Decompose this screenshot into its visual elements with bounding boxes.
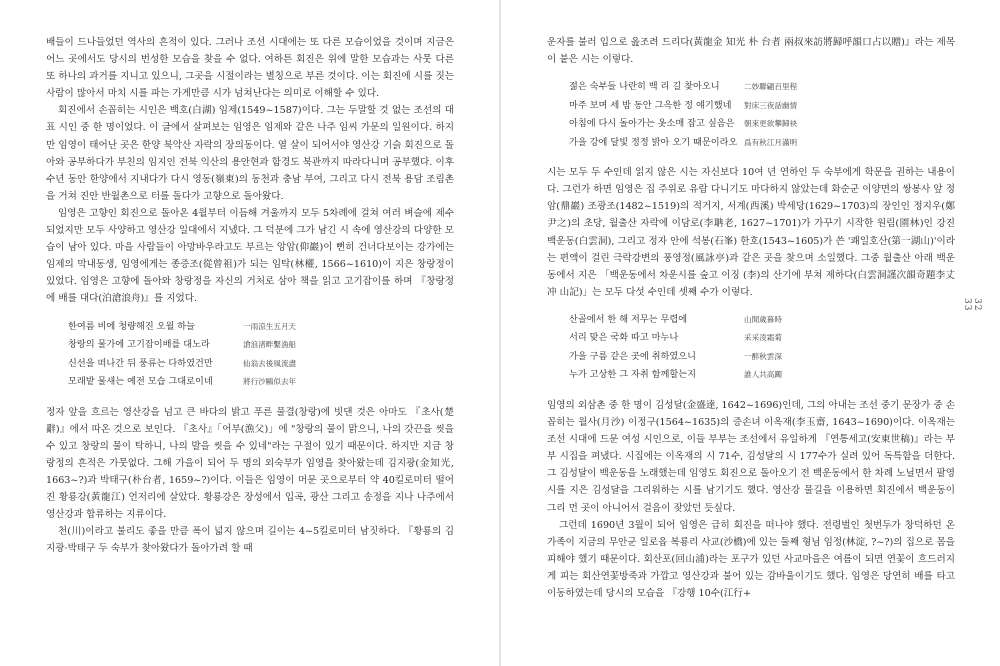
poem-line bbox=[569, 78, 955, 97]
poem-korean: 서리 맞은 국화 따고 마누나 bbox=[569, 332, 679, 344]
poem-line bbox=[569, 97, 955, 116]
poem-line bbox=[569, 366, 955, 385]
poem-line bbox=[569, 311, 955, 330]
poem-line bbox=[569, 329, 955, 348]
left-text-column bbox=[46, 34, 454, 557]
poem-block bbox=[569, 311, 955, 385]
paragraph: 시는 모두 두 수인데 읽지 않은 시는 자신보다 10여 년 연하인 두 숙부에게 학문을 권하는 내용이다. 그런가 하면 임영은 집 주위로 유람 다니기도 마다하지 않았는데 화순군 이양면의 쌍봉사 앞 정암(鼎巖) 조광조(1482~1519)의 적거지, 서계(西溪) 박세당(1629~1703)의 장인인 정지우(鄭尹之)의 초당, 월출산 자락에 이담로(李聃老, 1627~1701)가 가꾸기 시작한 원림(園林)인 강진 백운동(白雲洞), 그리고 정자 안에 석봉(石峯) 한호(1543~1605)가 쓴 '쾌일호산(第一湖山)'이라는 편액이 걸린 극락강변의 풍영정(風詠亭)과 같은 곳을 찾으며 소일했다. 그중 월출산 아래 백운동에서 지은 「백운동에서 차운시를 숲고 이징 (李)의 산기에 부쳐 제하다(白雲洞謹次韻奇題李丈 冲 山記)」는 모두 다섯 수인데 셋째 수가 이렇다. bbox=[547, 167, 955, 298]
poem-korean: 가을 구름 같은 곳에 취하였으니 bbox=[569, 350, 697, 362]
poem-block bbox=[68, 318, 454, 392]
page-numbers bbox=[962, 298, 982, 323]
paragraph: 임영의 외삼촌 중 한 명이 김성달(金盛達, 1642~1696)인데, 그의 아내는 조선 중기 문장가 중 손꼽히는 월사(月沙) 이정구(1564~1635)의 증손녀 이옥재(李玉齋, 1643~1690)이다. 이옥재는 조선 시대에 드문 여성 시인으로, 이들 부부는 조선에서 유일하게 『연통세고(安東世稿)』라는 부부 시집을 펴냈다. 시집에는 이옥재의 시 71수, 김성달의 시 177수가 실려 있어 독특함을 더한다. 그 김성달이 백운동을 노래했는데 임영도 회진으로 돌아오기 전 백운동에서 한 차례 노닐면서 팔영시를 지은 김성달을 그리워하는 시를 남기기도 했다. 영산강 물길을 이용하면 회진에서 백운동이 그리 먼 곳이 아니어서 걸음이 잦았던 듯싶다. bbox=[547, 399, 955, 514]
poem-korean: 한여름 비에 청량해진 오월 하늘 bbox=[68, 320, 196, 332]
poem-korean: 젊은 숙부들 나란히 백 리 길 찾아오니 bbox=[569, 81, 720, 93]
poem-hanja: 滄浪渚畔繫漁船 bbox=[243, 340, 297, 349]
poem-block bbox=[569, 78, 955, 152]
poem-hanja: 將行沙鷗似去年 bbox=[243, 377, 297, 386]
poem-line bbox=[569, 134, 955, 153]
poem-hanja: 一醉秋雲深 bbox=[744, 351, 782, 361]
poem-korean: 신선을 떠나간 뒤 풍류는 다하였건만 bbox=[68, 357, 213, 369]
poem-hanja: 爲有秋江月滿明 bbox=[744, 137, 798, 147]
paragraph: 임영은 고향인 회진으로 돌아온 4월부터 이듬해 겨울까지 모두 5차례에 걸쳐 여러 벼슬에 제수되었지만 모두 사양하고 영산강 일대에서 지냈다. 그 덕분에 그가 남긴 시 속에 영산강의 다양한 모습이 남아 있다. 마을 사람들이 아망바우라고도 부르는 앙암(仰巖)이 뻔히 건너다보이는 강가에는 임제의 막내동생, 임영에게는 종증조(從曾祖)가 되는 임탁(林權, 1566~1610)이 지은 창랑정이 있었다. 임영은 고향에 돌아와 창랑정을 자신의 거처로 삼아 책을 읽고 고기잡이를 하며 『창랑정에 배를 대다(泊滄浪舟)』를 지었다. bbox=[46, 207, 454, 305]
paragraph: 그런데 1690년 3월이 되어 임영은 급히 회진을 떠나야 했다. 전령벌인 첫번두가 창덕하던 온 가족이 지금의 무안군 일로읍 복룡리 사교(沙橋)에 있는 둘째 형님 임정(林淀, ?~?)의 집으로 몸을 피해야 했기 때문이다. 회산포(回山浦)라는 포구가 있던 사교마을은 여름이 되면 연꽃이 흐드러지게 피는 회산연꽃방죽과 가깝고 영산강과 불어 있는 감바울이기도 했다. 임영은 당연히 배를 타고 이동하였는데 당시의 모습을 『강행 10수(江行+ bbox=[547, 519, 955, 599]
left-page bbox=[0, 0, 499, 666]
paragraph: 정자 앞을 흐르는 영산강을 넘고 큰 바다의 밝고 푸른 물결(창랑)에 빗댄 것은 아마도 『초사(楚辭)』에서 따온 것으로 보인다. 『초사』「어부(漁父)」에 "창랑의 물이 맑으니, 나의 갓끈을 씻을 수 있고 창랑의 물이 탁하니, 나의 발을 씻을 수 있네"라는 구절이 있기 때문이다. 하지만 지금 창랑정의 흔적은 가뭇없다. 그해 가을이 되어 두 명의 외숙부가 임영을 찾아왔는데 김지광(金知光, 1663~?)과 박태구(朴台者, 1659~?)이다. 이들은 임영이 머문 곳으로부터 약 40킬로미터 떨어진 황룡강(黃龍江) 언저리에 살았다. 황룡강은 장성에서 입곡, 광산 그리고 송정을 지나 나주에서 영산강과 합류하는 지류이다. bbox=[46, 406, 454, 521]
poem-hanja: 對床三夜話幽情 bbox=[744, 100, 798, 110]
poem-line bbox=[569, 115, 955, 134]
poem-korean: 아침에 다시 돌아가는 옷소매 잡고 싶음은 bbox=[569, 118, 735, 130]
poem-line bbox=[68, 318, 454, 337]
poem-korean: 마주 보며 세 밤 동안 그윽한 정 얘기했네 bbox=[569, 99, 732, 111]
poem-korean: 산골에서 한 해 저무는 무렵에 bbox=[569, 313, 688, 325]
poem-line bbox=[569, 348, 955, 367]
paragraph: 운자를 불러 입으로 읊조려 드리다(黃龍金 知光 朴 台者 兩叔來訪將歸呼韻口占以贈)』라는 제목이 붙은 시는 이렇다. bbox=[547, 37, 955, 66]
paragraph: 배들이 드나들었던 역사의 흔적이 있다. 그러나 조선 시대에는 또 다른 모습이었을 것이며 지금은 어느 곳에서도 당시의 번성한 모습을 찾을 수 없다. 여하튼 회진은 위에 말한 모습과는 사뭇 다른 또 하나의 과거를 지니고 있으니, 그곳을 시절이라는 별칭으로 부른 것이다. 이는 회진에 시를 짓는 사람이 많아서 마치 시를 파는 가게만큼 시가 넘쳐난다는 의미로 이해할 수 있다. bbox=[46, 37, 454, 100]
poem-hanja: 誰人共高躅 bbox=[744, 370, 782, 380]
poem-hanja: 山間歲暮時 bbox=[744, 314, 782, 324]
right-page bbox=[501, 0, 1000, 666]
poem-korean: 모래밭 물새는 예전 모습 그대로이네 bbox=[68, 376, 213, 387]
poem-korean: 가을 강에 달빛 정정 밝아 오기 때문이라오 bbox=[569, 136, 738, 148]
paragraph: 회진에서 손꼽히는 시인은 백호(白湖) 임제(1549~1587)이다. 그는 두말할 것 없는 조선의 대표 시인 중 한 명이었다. 이 글에서 살펴보는 임영은 임제와 같은 나주 임씨 가문의 일원이다. 하지만 임영이 태어난 곳은 한양 북악산 자락의 장의동이다. 열 살이 되어서야 영산강 기슭 회진으로 돌아와 공부하다가 부친의 임지인 전북 익산의 용안현과 함경도 북관까지 따라다니며 공부했다. 이후 수년 동안 한양에서 지내다가 다시 영동(嶺東)의 동천과 충남 부여, 그리고 다시 전북 용담 조림촌을 거쳐 진안 반월촌으로 터를 돌다가 고향으로 돌아왔다. bbox=[46, 105, 454, 202]
poem-korean: 창랑의 물가에 고기잡이배를 대노라 bbox=[68, 339, 210, 350]
poem-hanja: 仙翁去後風流盡 bbox=[243, 358, 297, 368]
poem-hanja: 二妙聯翩百里程 bbox=[744, 82, 798, 92]
poem-line bbox=[68, 336, 454, 355]
paragraph: 천(川)이라고 불리도 좋을 만큼 폭이 넓지 않으며 길이는 4~5킬로미터 남짓하다. 『황룡의 김지광·박태구 두 숙부가 찾아왔다가 돌아가려 할 때 bbox=[46, 526, 454, 555]
page-number-right: 33 bbox=[962, 298, 972, 312]
page-number-left: 32 bbox=[972, 298, 982, 312]
poem-hanja: 采采凌霜菊 bbox=[744, 333, 782, 343]
poem-hanja: 一雨涼生五月天 bbox=[243, 321, 297, 331]
poem-line bbox=[68, 355, 454, 374]
poem-hanja: 朝來更欲攀歸袂 bbox=[744, 119, 798, 129]
poem-korean: 누가 고상한 그 자취 함께할는지 bbox=[569, 369, 697, 381]
right-text-column bbox=[547, 34, 955, 602]
poem-line bbox=[68, 373, 454, 392]
